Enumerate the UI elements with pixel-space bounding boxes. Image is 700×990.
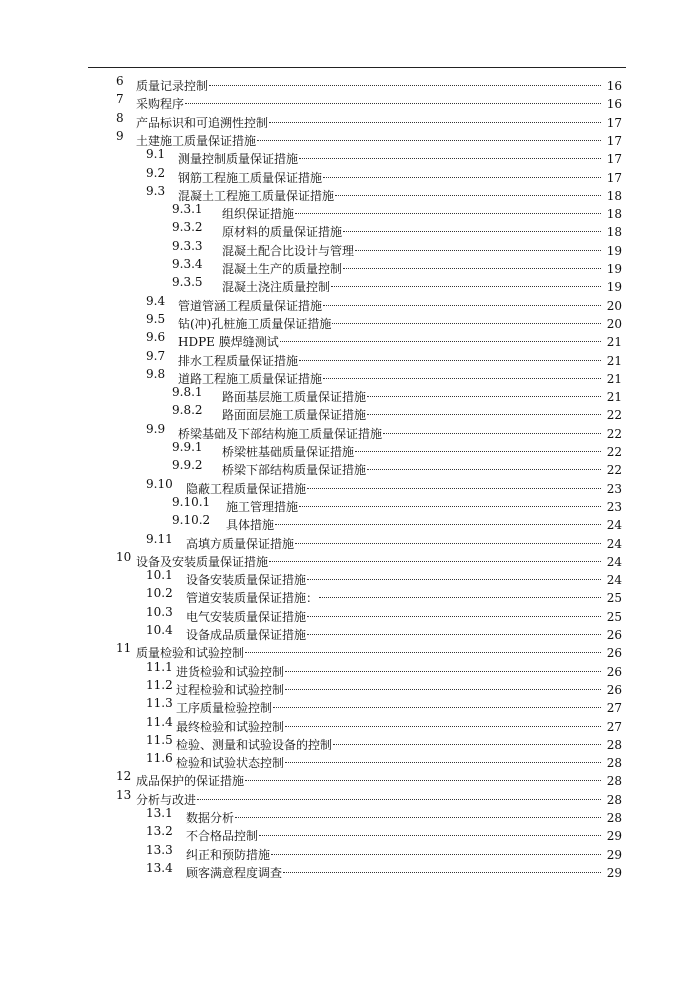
toc-dot-leader	[343, 218, 601, 236]
toc-entry-number: 9.10.1	[172, 494, 211, 509]
toc-entry-number: 10.1	[146, 568, 173, 583]
toc-entry-number: 9.3.5	[172, 275, 203, 290]
toc-dot-leader	[271, 841, 601, 859]
toc-entry-page: 26	[606, 646, 622, 661]
toc-entry-number: 13.1	[146, 806, 173, 820]
toc-entry-page: 28	[606, 811, 622, 825]
toc-dot-leader	[307, 621, 601, 639]
toc-entry-page: 24	[606, 518, 622, 533]
toc-dot-leader	[283, 859, 601, 877]
toc-entry-title: 过程检验和试验控制	[176, 682, 285, 697]
toc-dot-leader	[209, 72, 601, 90]
toc-entry-number: 9.2	[146, 165, 166, 180]
toc-dot-leader	[285, 676, 601, 694]
toc-entry-title: 管道安装质量保证措施：	[186, 591, 319, 606]
toc-entry[interactable]	[0, 603, 700, 624]
toc-entry-page: 18	[606, 225, 622, 240]
toc-entry-title: 施工管理措施	[226, 499, 299, 514]
toc-entry-page: 23	[606, 499, 622, 514]
toc-entry-number: 8	[116, 110, 124, 125]
toc-entry-title: 钢筋工程施工质量保证措施	[178, 170, 323, 185]
toc-entry[interactable]	[0, 145, 700, 167]
toc-entry-number: 9.1	[146, 147, 166, 162]
toc-dot-leader	[323, 292, 601, 310]
toc-dot-leader	[273, 694, 601, 712]
toc-entry-page: 18	[606, 207, 622, 222]
toc-entry[interactable]	[0, 584, 700, 606]
toc-entry-page: 22	[606, 463, 622, 478]
toc-entry-title: 混凝土浇注质量控制	[222, 280, 331, 295]
toc-entry-number: 9.6	[146, 330, 166, 345]
toc-entry[interactable]	[0, 859, 700, 880]
toc-entry-page: 24	[606, 554, 622, 569]
toc-entry-number: 9.9.1	[172, 440, 203, 454]
toc-entry-page: 17	[606, 133, 622, 148]
toc-entry-title: 最终检验和试验控制	[176, 719, 285, 734]
toc-entry-number: 9.3.1	[172, 202, 203, 217]
toc-entry-number: 9	[116, 128, 124, 143]
toc-entry-page: 24	[606, 573, 622, 588]
toc-entry-number: 9.8	[146, 366, 166, 381]
toc-dot-leader	[331, 273, 601, 291]
toc-entry[interactable]	[0, 694, 700, 716]
toc-entry-title: 原材料的质量保证措施	[222, 225, 343, 240]
toc-entry[interactable]	[0, 456, 700, 478]
toc-entry-number: 9.3.4	[172, 257, 203, 271]
toc-dot-leader	[285, 713, 601, 731]
toc-entry[interactable]	[0, 822, 700, 844]
toc-entry-title: 设备安装质量保证措施	[186, 573, 307, 588]
toc-dot-leader	[335, 182, 601, 200]
toc-dot-leader	[285, 658, 601, 676]
toc-entry-number: 9.8.2	[172, 403, 203, 418]
toc-dot-leader	[269, 109, 601, 127]
toc-entry-title: 排水工程质量保证措施	[178, 353, 299, 368]
toc-entry-title: 进货检验和试验控制	[176, 664, 285, 679]
toc-entry-number: 13.3	[146, 842, 173, 857]
toc-entry-title: 顾客满意程度调查	[186, 865, 283, 880]
toc-entry-title: 测量控制质量保证措施	[178, 152, 299, 167]
toc-entry-number: 11.2	[146, 677, 173, 692]
toc-entry[interactable]	[0, 127, 700, 148]
toc-entry-page: 29	[606, 847, 622, 862]
toc-entry-title: 土建施工质量保证措施	[136, 133, 257, 148]
toc-entry-title: 高填方质量保证措施	[186, 536, 295, 551]
toc-dot-leader	[367, 401, 601, 419]
toc-entry-number: 9.9	[146, 421, 166, 436]
toc-entry[interactable]	[0, 401, 700, 423]
toc-dot-leader	[285, 749, 601, 767]
toc-dot-leader	[307, 475, 601, 493]
toc-entry-page: 16	[606, 97, 622, 112]
toc-entry-page: 23	[606, 481, 622, 496]
toc-entry[interactable]	[0, 530, 700, 551]
toc-entry-title: 路面基层施工质量保证措施	[222, 390, 367, 405]
toc-dot-leader	[355, 237, 601, 255]
toc-entry-title: 混凝土工程施工质量保证措施	[178, 188, 335, 203]
toc-entry-number: 13	[116, 787, 132, 802]
toc-dot-leader	[245, 639, 601, 657]
toc-dot-leader	[235, 804, 601, 822]
toc-entry-page: 19	[606, 262, 622, 276]
toc-entry-title: 路面面层施工质量保证措施	[222, 408, 367, 423]
toc-entry[interactable]	[0, 365, 700, 386]
toc-entry-title: 检验、测量和试验设备的控制	[176, 737, 333, 752]
toc-dot-leader	[383, 420, 601, 438]
toc-entry-page: 16	[606, 79, 622, 93]
toc-entry-page: 26	[606, 664, 622, 679]
toc-entry-number: 9.10	[146, 476, 173, 491]
toc-entry[interactable]	[0, 72, 700, 93]
toc-entry-number: 9.8.1	[172, 385, 203, 400]
toc-entry-number: 6	[116, 74, 124, 88]
toc-entry-page: 24	[606, 536, 622, 551]
toc-entry[interactable]	[0, 109, 700, 130]
toc-entry-number: 9.3.2	[172, 220, 203, 235]
toc-entry[interactable]	[0, 511, 700, 533]
toc-dot-leader	[280, 328, 601, 346]
toc-entry-title: 桥梁基础及下部结构施工质量保证措施	[178, 426, 383, 441]
toc-entry-page: 27	[606, 719, 622, 734]
toc-dot-leader	[367, 383, 601, 401]
toc-entry[interactable]	[0, 90, 700, 112]
toc-entry-title: 桥梁下部结构质量保证措施	[222, 463, 367, 478]
toc-entry-page: 18	[606, 188, 622, 203]
toc-dot-leader	[367, 456, 601, 474]
toc-entry-title: 电气安装质量保证措施	[186, 609, 307, 624]
toc-dot-leader	[295, 200, 601, 218]
toc-entry[interactable]	[0, 273, 700, 295]
toc-entry-page: 21	[606, 353, 622, 368]
toc-dot-leader	[323, 164, 601, 182]
toc-entry-title: 工序质量检验控制	[176, 701, 273, 716]
toc-entry-number: 10.2	[146, 586, 173, 601]
toc-entry[interactable]	[0, 218, 700, 240]
toc-entry-page: 22	[606, 426, 622, 441]
toc-entry-number: 9.3	[146, 183, 166, 198]
toc-dot-leader	[343, 255, 601, 273]
toc-entry-title: 道路工程施工质量保证措施	[178, 371, 323, 386]
toc-entry-page: 26	[606, 628, 622, 642]
toc-entry[interactable]	[0, 804, 700, 825]
toc-entry-number: 13.2	[146, 824, 173, 839]
toc-entry-number: 11	[116, 641, 132, 656]
toc-entry-line	[186, 859, 622, 882]
toc-entry[interactable]	[0, 255, 700, 276]
toc-entry-page: 22	[606, 445, 622, 459]
toc-entry-number: 7	[116, 92, 124, 107]
toc-dot-leader	[299, 145, 601, 163]
toc-entry-number: 9.11	[146, 531, 173, 546]
toc-entry-number: 13.4	[146, 860, 173, 875]
toc-entry-page: 22	[606, 408, 622, 423]
toc-entry[interactable]	[0, 731, 700, 752]
toc-entry-title: 桥梁桩基础质量保证措施	[222, 445, 355, 459]
toc-entry-title: 设备及安装质量保证措施	[136, 554, 269, 569]
toc-entry-page: 27	[606, 701, 622, 716]
toc-entry-page: 17	[606, 115, 622, 130]
toc-dot-leader	[197, 786, 601, 804]
toc-entry-number: 9.3.3	[172, 238, 203, 253]
toc-entry-title: 混凝土生产的质量控制	[222, 262, 343, 276]
toc-entry-title: 管道管涵工程质量保证措施	[178, 298, 323, 313]
toc-entry[interactable]	[0, 841, 700, 862]
header-rule	[88, 67, 626, 68]
toc-entry[interactable]	[0, 658, 700, 679]
toc-dot-leader	[299, 493, 601, 511]
toc-dot-leader	[319, 584, 601, 602]
toc-entry[interactable]	[0, 200, 700, 222]
toc-entry-number: 10	[116, 549, 132, 564]
toc-entry[interactable]	[0, 475, 700, 496]
toc-entry[interactable]	[0, 767, 700, 789]
toc-dot-leader	[355, 438, 601, 456]
toc-entry[interactable]	[0, 548, 700, 569]
toc-entry[interactable]	[0, 164, 700, 185]
toc-entry[interactable]	[0, 328, 700, 350]
toc-entry-title: 纠正和预防措施	[186, 847, 271, 862]
toc-entry-title: 产品标识和可追溯性控制	[136, 115, 269, 130]
toc-dot-leader	[269, 548, 601, 566]
toc-entry-title: 质量检验和试验控制	[136, 646, 245, 661]
toc-dot-leader	[259, 822, 601, 840]
toc-dot-leader	[275, 511, 601, 529]
toc-entry[interactable]	[0, 621, 700, 642]
toc-dot-leader	[332, 310, 601, 328]
toc-entry-title: 采购程序	[136, 97, 185, 112]
toc-entry-page: 25	[606, 591, 622, 606]
toc-entry-page: 19	[606, 243, 622, 258]
toc-entry-title: 不合格品控制	[186, 829, 259, 844]
toc-dot-leader	[323, 365, 601, 383]
toc-entry-page: 28	[606, 774, 622, 789]
toc-entry-title: 隐蔽工程质量保证措施	[186, 481, 307, 496]
toc-entry-number: 9.10.2	[172, 513, 211, 528]
toc-entry-number: 11.3	[146, 696, 173, 711]
toc-dot-leader	[185, 90, 601, 108]
toc-entry-page: 29	[606, 865, 622, 880]
toc-entry-number: 11.1	[146, 659, 173, 674]
toc-entry[interactable]	[0, 292, 700, 313]
toc-entry-page: 29	[606, 829, 622, 844]
toc-entry[interactable]	[0, 237, 700, 258]
toc-entry-page: 17	[606, 170, 622, 185]
toc-entry-number: 9.9.2	[172, 458, 203, 473]
toc-entry-page: 20	[606, 316, 622, 331]
toc-entry-number: 9.5	[146, 311, 166, 326]
toc-entry[interactable]	[0, 749, 700, 771]
toc-entry[interactable]	[0, 383, 700, 405]
toc-dot-leader	[245, 767, 601, 785]
toc-entry-page: 28	[606, 756, 622, 771]
toc-entry[interactable]	[0, 786, 700, 807]
toc-entry[interactable]	[0, 639, 700, 661]
toc-dot-leader	[257, 127, 601, 145]
toc-entry-page: 25	[606, 609, 622, 624]
toc-dot-leader	[307, 603, 601, 621]
toc-entry-number: 10.4	[146, 623, 173, 637]
toc-entry-page: 28	[606, 737, 622, 752]
toc-entry-page: 21	[606, 335, 622, 350]
toc-entry[interactable]	[0, 713, 700, 734]
toc-entry-page: 26	[606, 682, 622, 697]
toc-entry-page: 20	[606, 298, 622, 313]
toc-entry-title: 分析与改进	[136, 792, 197, 807]
toc-entry-number: 11.5	[146, 732, 173, 747]
toc-entry[interactable]	[0, 182, 700, 203]
toc-entry[interactable]	[0, 347, 700, 368]
toc-entry-page: 17	[606, 152, 622, 167]
toc-entry-page: 28	[606, 792, 622, 807]
toc-entry-title: 检验和试验状态控制	[176, 756, 285, 771]
toc-entry-title: 质量记录控制	[136, 79, 209, 93]
toc-entry-title: 成品保护的保证措施	[136, 774, 245, 789]
toc-entry-page: 19	[606, 280, 622, 295]
toc-entry-title: 混凝土配合比设计与管理	[222, 243, 355, 258]
toc-entry-title: 具体措施	[226, 518, 275, 533]
toc-entry-page: 21	[606, 371, 622, 386]
toc-entry-number: 10.3	[146, 604, 173, 619]
toc-entry-title: 组织保证措施	[222, 207, 295, 222]
toc-entry-title: 数据分析	[186, 811, 235, 825]
toc-entry-number: 9.4	[146, 293, 166, 308]
toc-entry[interactable]	[0, 566, 700, 588]
toc-entry[interactable]	[0, 420, 700, 441]
toc-entry[interactable]	[0, 438, 700, 459]
toc-dot-leader	[333, 731, 601, 749]
toc-entry[interactable]	[0, 676, 700, 697]
toc-entry-page: 21	[606, 390, 622, 405]
toc-entry-title: 设备成品质量保证措施	[186, 628, 307, 642]
toc-entry-title: 钻(冲)孔桩施工质量保证措施	[178, 316, 332, 331]
toc-entry-title: HDPE 膜焊缝测试	[178, 335, 279, 350]
toc-entry-number: 12	[116, 769, 132, 784]
toc-dot-leader	[307, 566, 601, 584]
toc-entry[interactable]	[0, 310, 700, 331]
toc-dot-leader	[295, 530, 601, 548]
toc-entry[interactable]	[0, 493, 700, 514]
toc-entry-number: 11.4	[146, 714, 173, 729]
toc-entry-number: 9.7	[146, 348, 166, 363]
toc-entry-number: 11.6	[146, 751, 173, 766]
toc-dot-leader	[299, 347, 601, 365]
